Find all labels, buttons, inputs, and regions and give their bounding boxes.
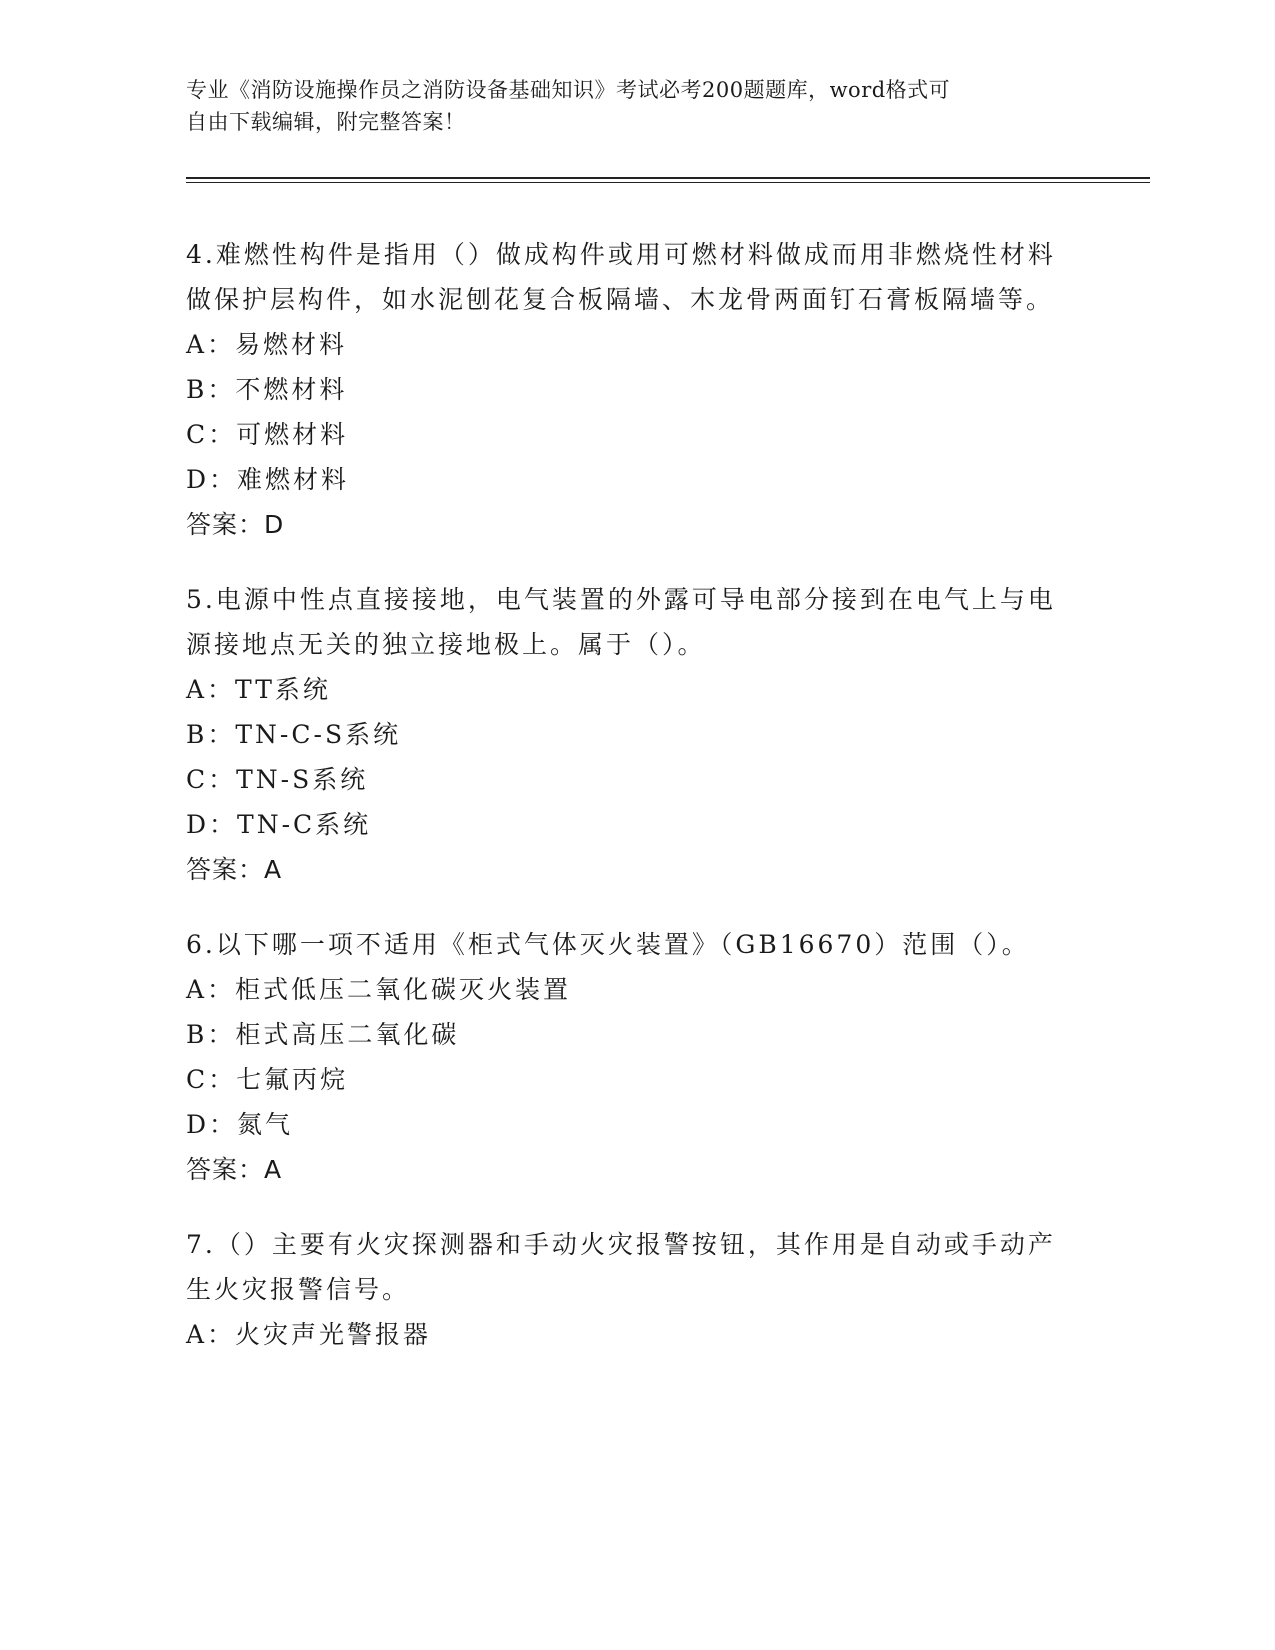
question-6 [186,922,1066,1192]
question-text: 7.（）主要有火灾探测器和手动火灾报警按钮，其作用是自动或手动产生火灾报警信号。 [186,1230,1056,1304]
option-a: A：柜式低压二氧化碳灭火装置 [186,975,572,1004]
question-7 [186,1222,1066,1357]
question-text: 5.电源中性点直接接地，电气装置的外露可导电部分接到在电气上与电源接地点无关的独立接地极上。属于（）。 [186,585,1056,659]
option-d: D：难燃材料 [186,465,350,494]
question-5 [186,577,1066,892]
question-text: 6.以下哪一项不适用《柜式气体灭火装置》（GB16670）范围（）。 [186,930,1030,959]
question-4 [186,232,1066,547]
option-b: B：柜式高压二氧化碳 [186,1020,460,1049]
header-divider-thin [186,182,1150,183]
option-a: A：火灾声光警报器 [186,1320,432,1349]
question-list [186,232,1066,1387]
answer-line: 答案：D [186,510,285,539]
answer-line: 答案：A [186,855,283,884]
question-text: 4.难燃性构件是指用（）做成构件或用可燃材料做成而用非燃烧性材料做保护层构件，如水泥刨花复合板隔墙、木龙骨两面钉石膏板隔墙等。 [186,240,1056,314]
option-c: C：七氟丙烷 [186,1065,349,1094]
answer-line: 答案：A [186,1155,283,1184]
option-d: D：氮气 [186,1110,294,1139]
document-header [186,74,1066,138]
option-d: D：TN-C系统 [186,810,372,839]
option-b: B：不燃材料 [186,375,348,404]
header-line-2: 自由下载编辑，附完整答案！ [186,110,466,134]
option-c: C：可燃材料 [186,420,349,449]
header-line-1: 专业《消防设施操作员之消防设备基础知识》考试必考200题题库，word格式可 [186,78,951,102]
header-divider-thick [186,177,1150,179]
option-a: A：易燃材料 [186,330,348,359]
option-c: C：TN-S系统 [186,765,369,794]
option-b: B：TN-C-S系统 [186,720,402,749]
option-a: A：TT系统 [186,675,331,704]
